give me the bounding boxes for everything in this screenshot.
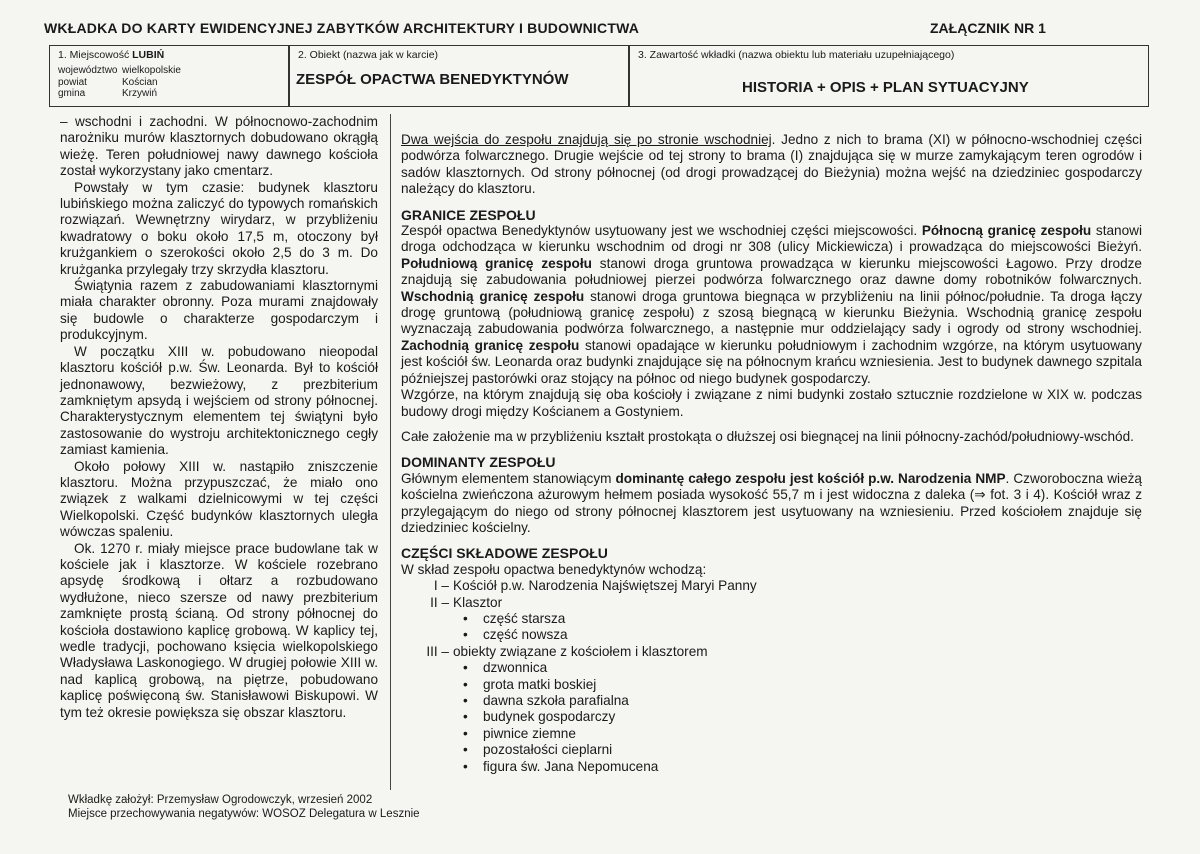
- granice-paragraph: Zespół opactwa Benedyktynów usytuowany jest we wschodniej części miejscowości. Północną granicę zespołu stanowi droga odchodząca w kierunku wschodnim od drogi nr 308 (ulicy Mickiewicza) i prowadząca do miejscowości Bieżyń. Południową granicę zespołu stanowi droga gruntowa prowadząca w kierunku miejscowości Łagowo. Przy drodze znajdują się zabudowania południowej pierzei podwórza folwarcznego oraz dawne domy robotników folwarcznych. Wschodnią granicę zespołu stanowi droga gruntowa biegnąca w przybliżeniu na linii północ/południe. Ta droga łączy drogę gruntową (południową granicę zespołu) z szosą biegnącą w kierunku Bieżynia. Wschodnią granicę zespołu wyznaczają zabudowania podwórza folwarcznego, a następnie mur oddzielający sady i ogrody od strony wschodniej. Zachodnią granicę zespołu stanowi opadające w kierunku południowym i zachodnim wzgórze, na którym usytuowany jest kościół św. Leonarda oraz budynki znajdujące się na północnym krańcu wzniesienia. Jest to budynek dawnego szpitala późniejszej pastorówki oraz stojący na północ od niego budynek gospodarczy.: [401, 223, 1143, 386]
- locality-value: LUBIŃ: [132, 49, 165, 61]
- contents-value: HISTORIA + OPIS + PLAN SYTUACYJNY: [742, 79, 1029, 96]
- intro-paragraph: Dwa wejścia do zespołu znajdują się po stronie wschodniej. Jedno z nich to brama (XI) w północno-wschodniej części podwórza folwarcznego. Drugie wejście od tej strony to brama (I) znajdująca się w murze zamykającym teren ogrodów i sadów klasztornych. Od strony północnej (od drogi prowadzącej do Bieżynia) można wejść na dziedziniec gospodarczy należący do klasztoru.: [401, 132, 1142, 197]
- document-title: WKŁADKA DO KARTY EWIDENCYJNEJ ZABYTKÓW ARCHITEKTURY I BUDOWNICTWA: [44, 20, 640, 36]
- left-column: [60, 114, 378, 721]
- list-item: III – obiekty związane z kościołem i klasztorem: [426, 643, 708, 659]
- list-item: II – Klasztor: [430, 594, 503, 610]
- sub-list-item: • budynek gospodarczy: [463, 709, 616, 725]
- sub-list-item: • dawna szkoła parafialna: [463, 693, 629, 708]
- locality-row: gmina Krzywiń: [58, 88, 158, 99]
- right-column: [401, 132, 1142, 775]
- sub-list-item: • pozostałości cieplarni: [463, 742, 613, 758]
- sub-list-item: • część nowsza: [463, 627, 568, 643]
- footer-author: Wkładkę założył: Przemysław Ogrodowczyk, wrzesień 2002: [68, 794, 373, 806]
- paragraph: Powstały w tym czasie: budynek klasztoru lubińskiego można zaliczyć do typowych romańskich rozwiązań. Wewnętrzny wirydarz, w przybliżeniu kwadratowy o boku około 17,5 m, otoczony był krużgankiem o szerokości około 2,5 do 3 m. Do krużganka przylegały trzy skrzydła klasztoru.: [60, 179, 378, 277]
- annex-number: ZAŁĄCZNIK NR 1: [930, 20, 1046, 36]
- paragraph: Świątynia razem z zabudowaniami klasztornymi miała charakter obronny. Poza murami znajdowały się budowle o charakterze gospodarczym i produkcyjnym.: [60, 278, 378, 343]
- czesci-intro: W skład zespołu opactwa benedyktynów wchodzą:: [401, 561, 707, 577]
- locality-row: powiat Kościan: [58, 76, 158, 88]
- object-label: 2. Obiekt (nazwa jak w karcie): [298, 49, 439, 61]
- sub-list-item: • część starsza: [463, 610, 566, 626]
- section-heading-granice: GRANICE ZESPOŁU: [401, 206, 536, 223]
- sub-list-item: • dzwonnica: [463, 660, 548, 676]
- paragraph: W początku XIII w. pobudowano nieopodal klasztoru kościół p.w. Św. Leonarda. Był to kościół jednonawowy, bezwieżowy, z prezbiterium zamkniętym apsydą i wejściem od strony północnej. Charakterystycznym elementem tej świątyni było zastosowanie do wystroju architektonicznego cegły zamiast kamienia.: [60, 343, 378, 458]
- dominanty-paragraph: Głównym elementem stanowiącym dominantę całego zespołu jest kościół p.w. Narodzenia NMP. Czworoboczna wieżą kościelna zwieńczona ażurowym hełmem posiada wysokość 55,7 m i jest widoczna z daleka (⇒ fot. 3 i 4). Kościół wraz z przylegającym do niego od strony północnej klasztorem jest usytuowany na wzniesieniu. Przed kościołem znajduje się dziedziniec kościelny.: [401, 470, 1142, 535]
- sub-list-item: • figura św. Jana Nepomucena: [463, 758, 659, 774]
- paragraph: – wschodni i zachodni. W północnowo-zachodnim narożniku murów klasztornych dobudowano okrągłą wieżę. Teren południowej nawy dawnego kościoła został wykorzystany jako cmentarz.: [60, 114, 378, 179]
- locality-details: [58, 65, 181, 100]
- footer-negatives: Miejsce przechowywania negatywów: WOSOZ Delegatura w Lesznie: [68, 808, 420, 820]
- paragraph: Całe założenie ma w przybliżeniu kształt prostokąta o dłuższej osi biegnącej na linii północny-zachód/południowy-wschód.: [401, 428, 1134, 444]
- paragraph: Ok. 1270 r. miały miejsce prace budowlane tak w kościele jak i klasztorze. W kościele rozebrano apsydę środkową i ołtarz a rozbudowano wydłużone, nieco szersze od nawy prezbiterium zamknięte prostą ścianą. Od strony północnej do kościoła dostawiono kaplicę grobową. W kaplicy tej, wedle tradycji, pochowano księcia wielkopolskiego Władysława Laskonogiego. W drugiej połowie XIII w. nad kaplicą grobową, na piętrze, pobudowano kaplicę poświęconą św. Stanisławowi Biskupowi. W tym też okresie powiększa się obszar klasztoru.: [60, 540, 378, 720]
- object-box: [289, 45, 629, 107]
- section-heading-dominanty: DOMINANTY ZESPOŁU: [401, 454, 556, 471]
- sub-list-item: • piwnice ziemne: [463, 725, 576, 741]
- object-name: ZESPÓŁ OPACTWA BENEDYKTYNÓW: [296, 71, 569, 88]
- sub-list-item: • grota matki boskiej: [463, 676, 597, 692]
- section-heading-czesci: CZĘŚCI SKŁADOWE ZESPOŁU: [401, 545, 608, 562]
- paragraph: Około połowy XIII w. nastąpiło zniszczenie klasztoru. Można przypuszczać, że miało ono związek z walkami dzielnicowymi w tej części Wielkopolski. Część budynków klasztornych uległa wówczas spaleniu.: [60, 458, 378, 540]
- locality-box: [49, 45, 289, 107]
- paragraph: Wzgórze, na którym znajdują się oba kościoły i związane z nimi budynki zostało sztucznie rozdzielone w XIX w. podczas budowy drogi między Kościanem a Gostyniem.: [401, 387, 1142, 419]
- locality-label: 1. Miejscowość LUBIŃ: [58, 49, 165, 61]
- contents-label: 3. Zawartość wkładki (nazwa obiektu lub materiału uzupełniającego): [638, 49, 955, 61]
- list-item: I – Kościół p.w. Narodzenia Najświętszej Maryi Panny: [433, 578, 757, 594]
- column-divider: [390, 114, 391, 790]
- locality-row: województwo wielkopolskie: [58, 65, 181, 76]
- footer: [68, 793, 420, 821]
- contents-box: [629, 45, 1149, 107]
